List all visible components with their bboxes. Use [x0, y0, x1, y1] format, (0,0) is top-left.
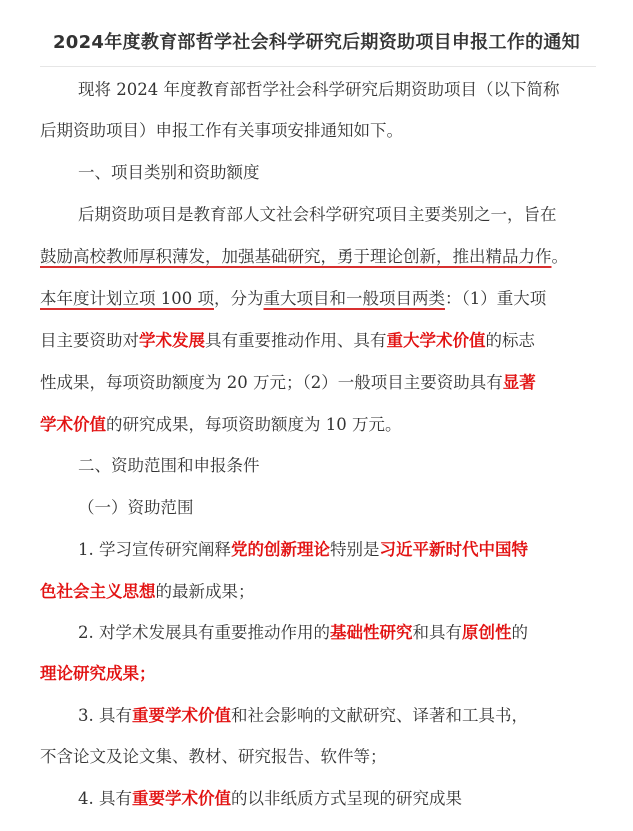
- highlight-academic-development: 学术发展: [139, 331, 205, 350]
- text-segment: 特别是: [330, 540, 380, 559]
- highlight-important-academic-value-2: 重要学术价值: [132, 789, 231, 808]
- highlight-xi-thought: 习近平新时代中国特: [379, 540, 528, 559]
- text-segment: 的: [511, 623, 528, 642]
- highlight-innovative-theory: 党的创新理论: [231, 540, 330, 559]
- section1-line-6: [40, 413, 402, 437]
- text-segment: 目主要资助对: [40, 331, 139, 350]
- highlight-basic-research: 基础性研究: [330, 623, 413, 642]
- highlight-socialism-thought: 色社会主义思想: [40, 582, 156, 601]
- text-segment: 和社会影响的文献研究、译著和工具书，: [231, 706, 528, 725]
- text-segment: ；: [139, 664, 156, 683]
- title-divider: [40, 66, 596, 67]
- highlight-originality: 原创性: [462, 623, 512, 642]
- section2-sub1: （一）资助范围: [78, 498, 194, 517]
- underline-two-types: 重大项目和一般项目两类: [263, 289, 445, 308]
- highlight-significant: 显著: [502, 373, 536, 392]
- document-title: 2024年度教育部哲学社会科学研究后期资助项目申报工作的通知: [52, 32, 581, 53]
- text-segment: ，分为: [213, 289, 264, 308]
- text-segment: 的以非纸质方式呈现的研究成果: [231, 789, 462, 808]
- highlight-important-academic-value: 重要学术价值: [132, 706, 231, 725]
- period: 。: [551, 247, 568, 266]
- item3-line-1: [78, 704, 528, 728]
- highlight-major-academic-value: 重大学术价值: [386, 331, 486, 350]
- text-segment: 和具有: [412, 623, 462, 642]
- section2-heading: 二、资助范围和申报条件: [78, 456, 260, 475]
- underline-encourage: 鼓励高校教师厚积薄发，加强基础研究，勇于理论创新，推出精品力作: [40, 247, 552, 266]
- section1-line-5: [40, 371, 536, 395]
- item1-line-2: [40, 580, 255, 604]
- intro-line-1: 现将 2024 年度教育部哲学社会科学研究后期资助项目（以下简称: [78, 80, 560, 99]
- text-segment: ：（1）重大项: [444, 289, 547, 308]
- section1-line-4: [40, 329, 535, 353]
- item2-line-2: [40, 662, 156, 686]
- item3-line-2: 不含论文及论文集、教材、研究报告、软件等；: [40, 747, 387, 766]
- item2-line-1: [78, 621, 528, 645]
- section1-heading: 一、项目类别和资助额度: [78, 163, 260, 182]
- item1-line-1: [78, 538, 528, 562]
- text-segment: 4. 具有: [78, 789, 132, 808]
- text-segment: 的研究成果，每项资助额度为 10 万元。: [106, 415, 402, 434]
- intro-line-2: 后期资助项目）申报工作有关事项安排通知如下。: [40, 121, 403, 140]
- highlight-theory-results: 理论研究成果: [40, 664, 139, 683]
- text-segment: 的最新成果；: [155, 582, 255, 601]
- text-segment: 3. 具有: [78, 706, 132, 725]
- section1-line-2: [40, 245, 568, 269]
- text-segment: 具有重要推动作用、具有: [205, 331, 387, 350]
- text-segment: 性成果，每项资助额度为 20 万元；（2）一般项目主要资助具有: [40, 373, 503, 392]
- item4-line-1: [78, 787, 462, 811]
- text-segment: 2. 对学术发展具有重要推动作用的: [78, 623, 330, 642]
- text-segment: 的标志: [485, 331, 535, 350]
- section1-line-3: [40, 287, 546, 311]
- text-segment: 1. 学习宣传研究阐释: [78, 540, 231, 559]
- section1-line-1: 后期资助项目是教育部人文社会科学研究项目主要类别之一，旨在: [78, 205, 557, 224]
- underline-plan-count: 本年度计划立项 100 项: [40, 289, 214, 308]
- highlight-academic-value: 学术价值: [40, 415, 106, 434]
